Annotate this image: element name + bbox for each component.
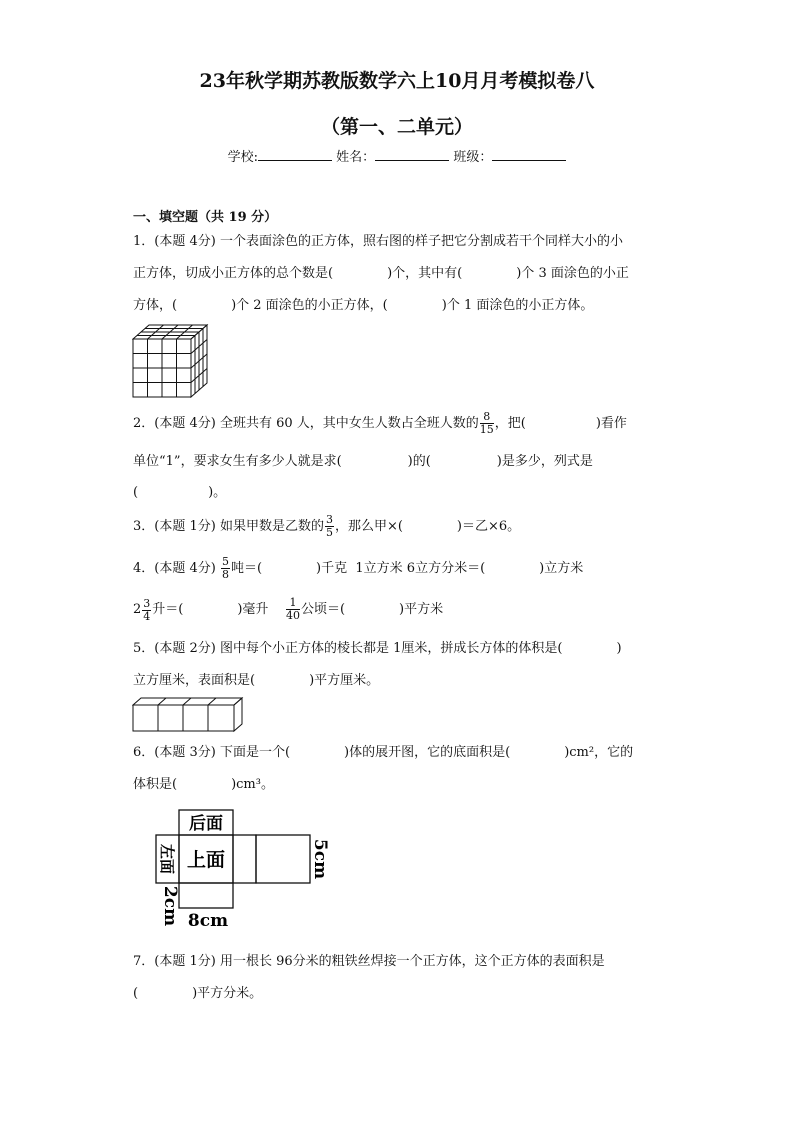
net-top-label: 上面 bbox=[186, 849, 226, 871]
school-blank[interactable] bbox=[258, 148, 332, 161]
class-blank[interactable] bbox=[492, 148, 566, 161]
page-subtitle: （第一、二单元） bbox=[320, 116, 473, 138]
q1-line2: 正方体，切成小正方体的总个数是( )个，其中有( )个 3 面涂色的小正 bbox=[133, 266, 629, 281]
q4-line2: 2 $\frac{3}{4}$ 升＝( )毫升 $\frac{1}{40}$ 公顷＝( )平方米 bbox=[133, 596, 444, 623]
q3-line: 3．(本题 1分) 如果甲数是乙数的 $\frac{3}{5}$ ，那么甲×( )＝乙×6。 bbox=[133, 513, 521, 539]
net-back-label: 后面 bbox=[189, 814, 223, 834]
q5-line2: 立方厘米，表面积是( )平方厘米。 bbox=[133, 673, 380, 688]
fraction-3-5: $\frac{3}{5}$ bbox=[325, 513, 333, 539]
q6-line1: 6．(本题 3分) 下面是一个( )体的展开图，它的底面积是( )cm²，它的 bbox=[133, 745, 634, 760]
dim-8cm-label: 8cm bbox=[187, 911, 229, 931]
net-right-face bbox=[233, 835, 256, 883]
q2-line1: 2．(本题 4分) 全班共有 60 人，其中女生人数占全班人数的 $\frac{8}{15}$ ，把( )看作 bbox=[133, 410, 627, 436]
net-bottom-face bbox=[256, 835, 310, 883]
cube-figure bbox=[132, 322, 212, 398]
net-front-face bbox=[179, 883, 233, 908]
q1-line1: 1．(本题 4分) 一个表面涂色的正方体，照右图的样子把它分割成若干个同样大小的小 bbox=[133, 234, 623, 249]
q1-line3: 方体，( )个 2 面涂色的小正方体，( )个 1 面涂色的小正方体。 bbox=[133, 298, 594, 313]
class-label: 班级： bbox=[453, 150, 493, 165]
student-info-line bbox=[0, 146, 794, 165]
section-title: 一、填空题（共 19 分） bbox=[133, 210, 278, 225]
dim-5cm-label: 5cm bbox=[310, 838, 330, 880]
cuboid-figure bbox=[132, 697, 246, 733]
q6-line2: 体积是( )cm³。 bbox=[133, 777, 274, 792]
fraction-8-15: $\frac{8}{15}$ bbox=[479, 410, 494, 436]
name-blank[interactable] bbox=[375, 148, 449, 161]
fraction-1-40: $\frac{1}{40}$ bbox=[285, 596, 300, 622]
q4-line1: 4．(本题 4分) $\frac{5}{8}$ 吨＝( )千克 1立方米 6立方分米＝( )立方米 bbox=[133, 555, 584, 581]
q7-line1: 7．(本题 1分) 用一根长 96分米的粗铁丝焊接一个正方体，这个正方体的表面积是 bbox=[133, 954, 605, 969]
school-label: 学校: bbox=[227, 150, 259, 165]
net-left-label: 左面 bbox=[158, 843, 176, 875]
mixed-number-2-3-4: 2 $\frac{3}{4}$ bbox=[133, 596, 151, 623]
q2-line3: ( )。 bbox=[133, 485, 227, 500]
q5-line1: 5．(本题 2分) 图中每个小正方体的棱长都是 1厘米，拼成长方体的体积是( ) bbox=[133, 641, 622, 656]
cuboid-net-figure bbox=[148, 806, 338, 932]
dim-2cm-label: 2cm bbox=[160, 885, 180, 927]
fraction-5-8: $\frac{5}{8}$ bbox=[221, 555, 229, 581]
page-title: 23年秋学期苏教版数学六上10月月考模拟卷八 bbox=[199, 70, 595, 92]
q2-line2: 单位“1”，要求女生有多少人就是求( )的( )是多少，列式是 bbox=[133, 454, 593, 469]
name-label: 姓名： bbox=[336, 150, 376, 165]
q7-line2: ( )平方分米。 bbox=[133, 986, 263, 1001]
